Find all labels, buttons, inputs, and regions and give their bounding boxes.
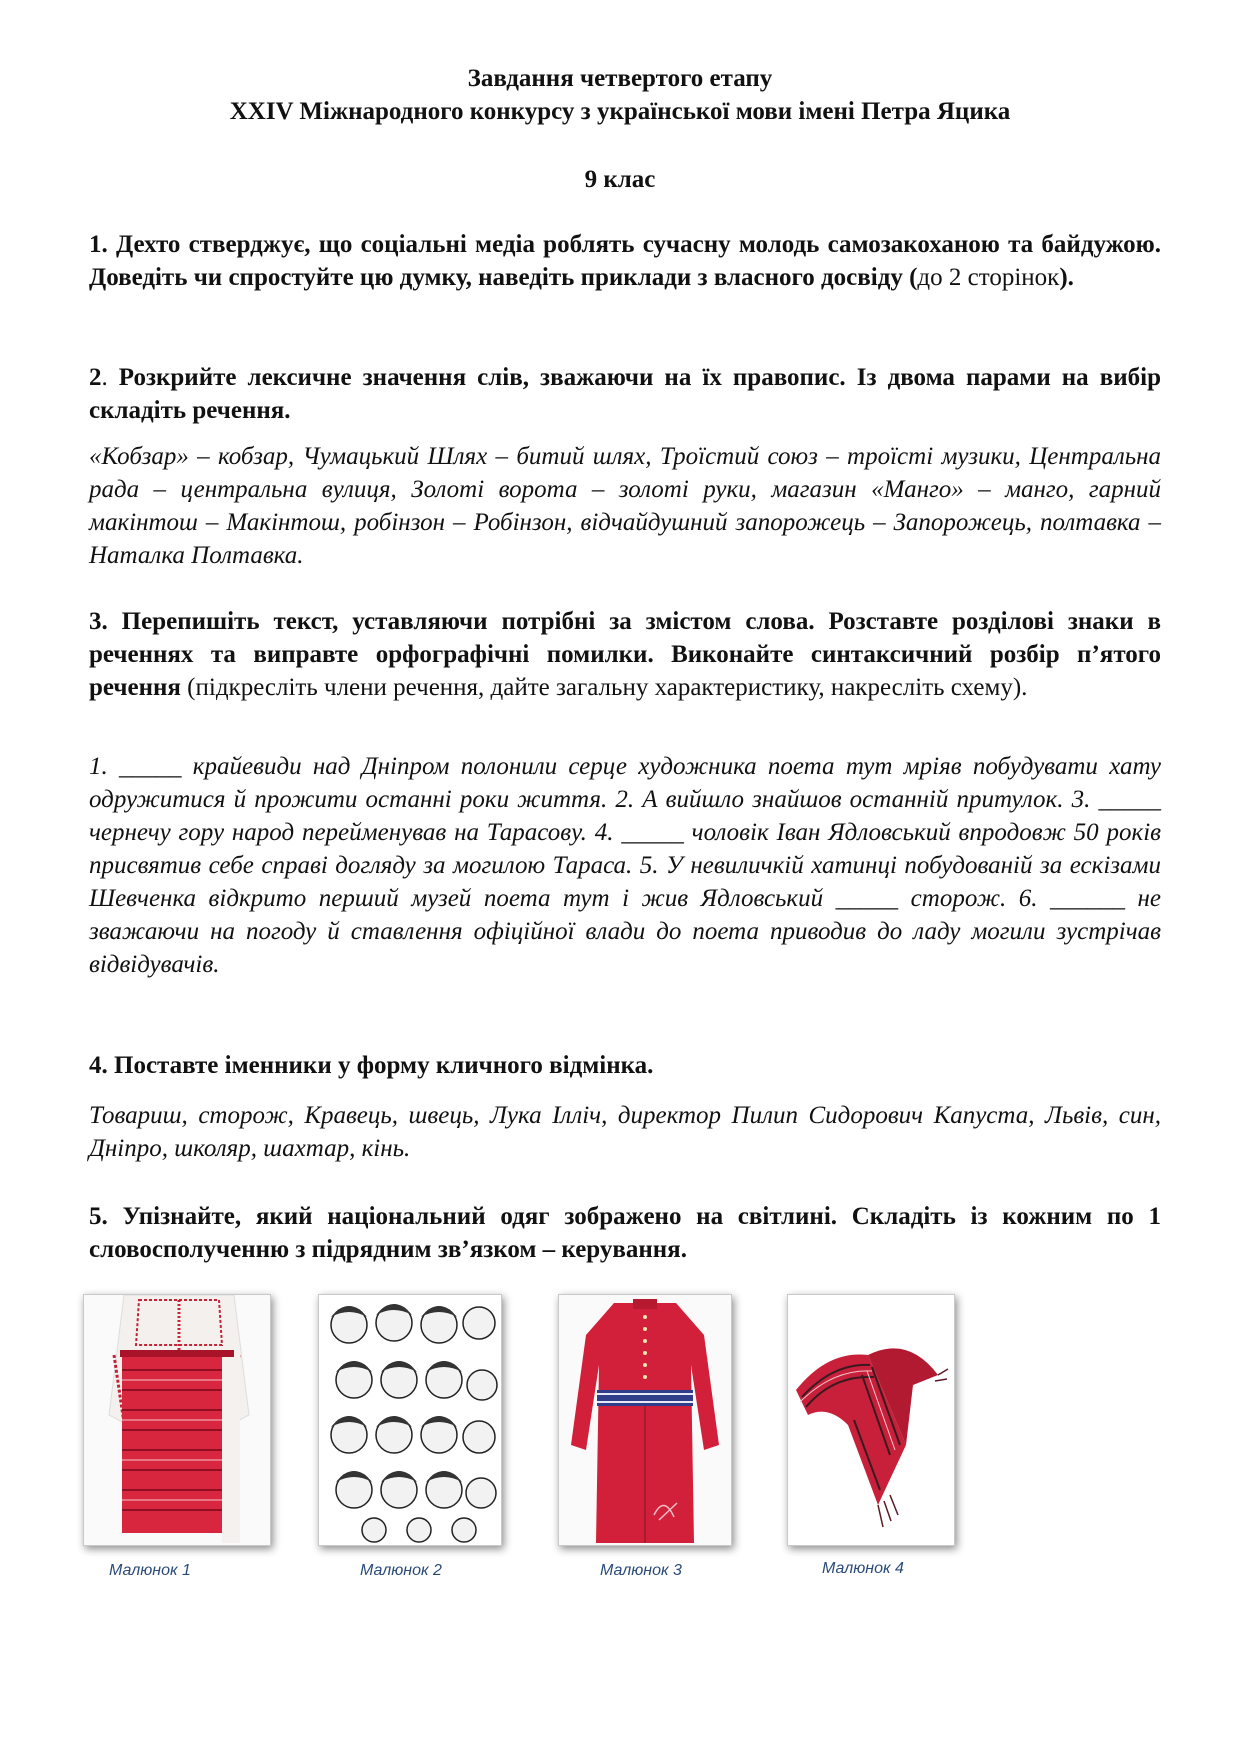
red-zhupan-icon xyxy=(559,1295,731,1545)
woven-sash-icon xyxy=(788,1295,954,1545)
caption-figure-2: Малюнок 2 xyxy=(360,1562,442,1579)
task-1-text: 1. Дехто стверджує, що соціальні медіа роблять сучасну молодь самозакоханою та байдужою. Доведіть чи спростуйте цю думку, наведіть приклади з власного досвіду ( xyxy=(89,231,1161,291)
figure-1-skirt-photo xyxy=(83,1294,271,1546)
caption-figure-3: Малюнок 3 xyxy=(600,1562,682,1579)
figure-3-zhupan-photo xyxy=(558,1294,732,1546)
headdresses-engraving-icon xyxy=(319,1295,501,1545)
task-4-nouns: Товариш, сторож, Кравець, швець, Лука Ілліч, директор Пилип Сидорович Капуста, Львів, син, Дніпро, школяр, шахтар, кінь. xyxy=(89,1102,1161,1162)
figure-4-sash-photo xyxy=(787,1294,955,1546)
task-3-passage: 1. _____ крайевиди над Дніпром полонили серце художника поета тут мріяв побудувати хату одружитися й прожити останні роки життя. 2. А вийшло знайшов останній притулок. 3. _____ чернечу гору народ перейменував на Тарасову. 4. _____ чоловік Іван Ядловський впродовж 50 років присвятив себе справі догляду за могилою Тараса. 5. У невиличкій хатинці побудованій за ескізами Шевченка відкрито перший музей поета тут і жив Ядловський _____ сторож. 6. ______ не зважаючи на погоду й ставлення офіційної влади до поета приводив до ладу могили зустрічав відвідувачів. xyxy=(89,753,1161,978)
task-3-note: (підкресліть члени речення, дайте загальну характеристику, накресліть схему). xyxy=(180,674,1028,701)
caption-figure-4: Малюнок 4 xyxy=(822,1560,904,1577)
task-3 xyxy=(89,605,1161,704)
task-4 xyxy=(89,1049,1161,1082)
task-1-note: до 2 сторінок xyxy=(917,264,1060,291)
grade-label: 9 клас xyxy=(584,166,656,193)
title-line-2: XXIV Міжнародного конкурсу з української мови імені Петра Яцика xyxy=(229,98,1011,125)
task-5-text: 5. Упізнайте, який національний одяг зображено на світлині. Складіть із кожним по 1 словосполученню з підрядним зв’язком – керування. xyxy=(89,1203,1161,1263)
figure-2-headdresses xyxy=(318,1294,502,1546)
embroidered-skirt-icon xyxy=(84,1295,270,1545)
title-line-1: Завдання четвертого етапу xyxy=(467,65,773,92)
task-2-dot: . xyxy=(101,364,108,391)
task-4-text: 4. Поставте іменники у форму кличного відмінка. xyxy=(89,1052,654,1079)
task-2-words: «Кобзар» – кобзар, Чумацький Шлях – битий шлях, Троїстий союз – троїсті музики, Центральна рада – центральна вулиця, Золоті ворота – золоті руки, магазин «Манго» – манго, гарний макінтош – Макінтош, робінзон – Робінзон, відчайдушний запорожець – Запорожець, полтавка – Наталка Полтавка. xyxy=(89,443,1161,569)
caption-figure-1: Малюнок 1 xyxy=(109,1562,191,1579)
task-3-text: 3. Перепишіть текст, уставляючи потрібні за змістом слова. Розставте розділові знаки в реченнях та виправте орфографічні помилки. Виконайте синтаксичний розбір п’ятого речення xyxy=(89,608,1161,701)
task-1-end: ). xyxy=(1059,264,1074,291)
task-1 xyxy=(89,228,1161,294)
task-2-number: 2 xyxy=(89,364,102,391)
task-2 xyxy=(89,361,1161,427)
task-5 xyxy=(89,1200,1161,1266)
task-2-text: Розкрийте лексичне значення слів, зважаючи на їх правопис. Із двома парами на вибір складіть речення. xyxy=(89,364,1161,424)
